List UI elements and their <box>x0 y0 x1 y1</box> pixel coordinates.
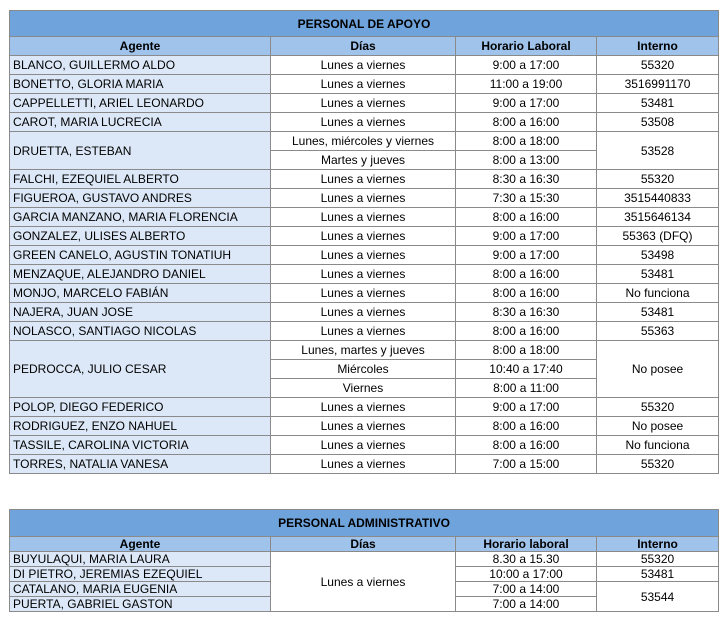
horario-cell: 7:00 a 14:00 <box>456 582 597 597</box>
interno-cell: 53498 <box>597 246 719 265</box>
agente-cell: TORRES, NATALIA VANESA <box>10 455 271 474</box>
dias-cell: Lunes a viernes <box>271 284 456 303</box>
dias-cell: Lunes a viernes <box>271 208 456 227</box>
interno-cell: 3515646134 <box>597 208 719 227</box>
horario-cell: 7:00 a 14:00 <box>456 597 597 612</box>
agente-cell: FALCHI, EZEQUIEL ALBERTO <box>10 170 271 189</box>
dias-cell: Lunes a viernes <box>271 56 456 75</box>
interno-cell: 53481 <box>597 265 719 284</box>
interno-cell: No funciona <box>597 436 719 455</box>
dias-cell: Lunes a viernes <box>271 436 456 455</box>
dias-cell: Lunes a viernes <box>271 398 456 417</box>
interno-cell: 3515440833 <box>597 189 719 208</box>
horario-cell: 9:00 a 17:00 <box>456 227 597 246</box>
table-row <box>10 303 719 322</box>
interno-cell: 55320 <box>597 552 719 567</box>
table-row <box>10 436 719 455</box>
agente-cell: GREEN CANELO, AGUSTIN TONATIUH <box>10 246 271 265</box>
table-row <box>10 322 719 341</box>
agente-cell: MONJO, MARCELO FABIÁN <box>10 284 271 303</box>
table-row <box>10 417 719 436</box>
agente-cell: RODRIGUEZ, ENZO NAHUEL <box>10 417 271 436</box>
interno-cell: 53544 <box>597 582 719 612</box>
horario-cell: 8:00 a 16:00 <box>456 436 597 455</box>
dias-cell: Lunes a viernes <box>271 303 456 322</box>
dias-cell: Lunes a viernes <box>271 227 456 246</box>
horario-cell: 7:30 a 15:30 <box>456 189 597 208</box>
agente-cell: GONZALEZ, ULISES ALBERTO <box>10 227 271 246</box>
header-interno: Interno <box>597 37 719 56</box>
dias-cell: Miércoles <box>271 360 456 379</box>
dias-cell: Lunes a viernes <box>271 94 456 113</box>
agente-cell: DRUETTA, ESTEBAN <box>10 132 271 170</box>
interno-cell: 55320 <box>597 56 719 75</box>
dias-cell: Lunes a viernes <box>271 75 456 94</box>
horario-cell: 8:00 a 13:00 <box>456 151 597 170</box>
agente-cell: DI PIETRO, JEREMIAS EZEQUIEL <box>10 567 271 582</box>
dias-cell: Lunes a viernes <box>271 417 456 436</box>
table-row <box>10 189 719 208</box>
header-dias: Días <box>271 537 456 552</box>
interno-cell: No posee <box>597 341 719 398</box>
interno-cell: 53528 <box>597 132 719 170</box>
agente-cell: NAJERA, JUAN JOSE <box>10 303 271 322</box>
table-title: PERSONAL ADMINISTRATIVO <box>10 510 719 537</box>
interno-cell: 3516991170 <box>597 75 719 94</box>
dias-cell: Lunes a viernes <box>271 170 456 189</box>
table-title: PERSONAL DE APOYO <box>10 11 719 37</box>
table-row <box>10 170 719 189</box>
personal-administrativo-table <box>9 509 719 612</box>
horario-cell: 9:00 a 17:00 <box>456 246 597 265</box>
horario-cell: 8:00 a 16:00 <box>456 284 597 303</box>
agente-cell: BONETTO, GLORIA MARIA <box>10 75 271 94</box>
header-dias: Días <box>271 37 456 56</box>
horario-cell: 8:00 a 16:00 <box>456 113 597 132</box>
horario-cell: 10:00 a 17:00 <box>456 567 597 582</box>
table-row <box>10 246 719 265</box>
dias-cell: Martes y jueves <box>271 151 456 170</box>
agente-cell: CAROT, MARIA LUCRECIA <box>10 113 271 132</box>
agente-cell: CAPPELLETTI, ARIEL LEONARDO <box>10 94 271 113</box>
agente-cell: NOLASCO, SANTIAGO NICOLAS <box>10 322 271 341</box>
dias-cell: Lunes a viernes <box>271 552 456 612</box>
header-agente: Agente <box>10 537 271 552</box>
horario-cell: 8:00 a 16:00 <box>456 417 597 436</box>
apoyo-rows <box>10 56 719 474</box>
table-row <box>10 455 719 474</box>
dias-cell: Lunes a viernes <box>271 113 456 132</box>
interno-cell: 55363 (DFQ) <box>597 227 719 246</box>
agente-cell: PEDROCCA, JULIO CESAR <box>10 341 271 398</box>
horario-cell: 9:00 a 17:00 <box>456 94 597 113</box>
table-row <box>10 398 719 417</box>
agente-cell: TASSILE, CAROLINA VICTORIA <box>10 436 271 455</box>
header-interno: Interno <box>597 537 719 552</box>
horario-cell: 11:00 a 19:00 <box>456 75 597 94</box>
interno-cell: 55363 <box>597 322 719 341</box>
horario-cell: 8:00 a 16:00 <box>456 265 597 284</box>
dias-cell: Lunes a viernes <box>271 189 456 208</box>
horario-cell: 9:00 a 17:00 <box>456 56 597 75</box>
table-row <box>10 265 719 284</box>
interno-cell: 53481 <box>597 94 719 113</box>
agente-cell: GARCIA MANZANO, MARIA FLORENCIA <box>10 208 271 227</box>
table-row <box>10 113 719 132</box>
horario-cell: 8:00 a 18:00 <box>456 341 597 360</box>
dias-cell: Lunes a viernes <box>271 322 456 341</box>
interno-cell: 53481 <box>597 567 719 582</box>
horario-cell: 10:40 a 17:40 <box>456 360 597 379</box>
interno-cell: 55320 <box>597 398 719 417</box>
agente-cell: PUERTA, GABRIEL GASTON <box>10 597 271 612</box>
agente-cell: BUYULAQUI, MARIA LAURA <box>10 552 271 567</box>
table-row <box>10 341 719 360</box>
header-horario: Horario laboral <box>456 537 597 552</box>
horario-cell: 8:30 a 16:30 <box>456 170 597 189</box>
dias-cell: Lunes a viernes <box>271 246 456 265</box>
horario-cell: 9:00 a 17:00 <box>456 398 597 417</box>
interno-cell: 53481 <box>597 303 719 322</box>
horario-cell: 8:00 a 18:00 <box>456 132 597 151</box>
dias-cell: Lunes a viernes <box>271 455 456 474</box>
agente-cell: MENZAQUE, ALEJANDRO DANIEL <box>10 265 271 284</box>
interno-cell: 53508 <box>597 113 719 132</box>
horario-cell: 7:00 a 15:00 <box>456 455 597 474</box>
personal-apoyo-table <box>9 10 719 474</box>
table-row <box>10 132 719 151</box>
horario-cell: 8:30 a 16:30 <box>456 303 597 322</box>
interno-cell: 55320 <box>597 170 719 189</box>
header-horario: Horario Laboral <box>456 37 597 56</box>
agente-cell: BLANCO, GUILLERMO ALDO <box>10 56 271 75</box>
horario-cell: 8:00 a 16:00 <box>456 208 597 227</box>
horario-cell: 8.30 a 15.30 <box>456 552 597 567</box>
dias-cell: Viernes <box>271 379 456 398</box>
horario-cell: 8:00 a 11:00 <box>456 379 597 398</box>
dias-cell: Lunes a viernes <box>271 265 456 284</box>
agente-cell: POLOP, DIEGO FEDERICO <box>10 398 271 417</box>
table-row <box>10 56 719 75</box>
table-row <box>10 94 719 113</box>
horario-cell: 8:00 a 16:00 <box>456 322 597 341</box>
header-agente: Agente <box>10 37 271 56</box>
dias-cell: Lunes, martes y jueves <box>271 341 456 360</box>
interno-cell: 55320 <box>597 455 719 474</box>
agente-cell: CATALANO, MARIA EUGENIA <box>10 582 271 597</box>
interno-cell: No posee <box>597 417 719 436</box>
table-row <box>10 227 719 246</box>
dias-cell: Lunes, miércoles y viernes <box>271 132 456 151</box>
interno-cell: No funciona <box>597 284 719 303</box>
table-row <box>10 208 719 227</box>
agente-cell: FIGUEROA, GUSTAVO ANDRES <box>10 189 271 208</box>
table-row <box>10 284 719 303</box>
table-row <box>10 75 719 94</box>
